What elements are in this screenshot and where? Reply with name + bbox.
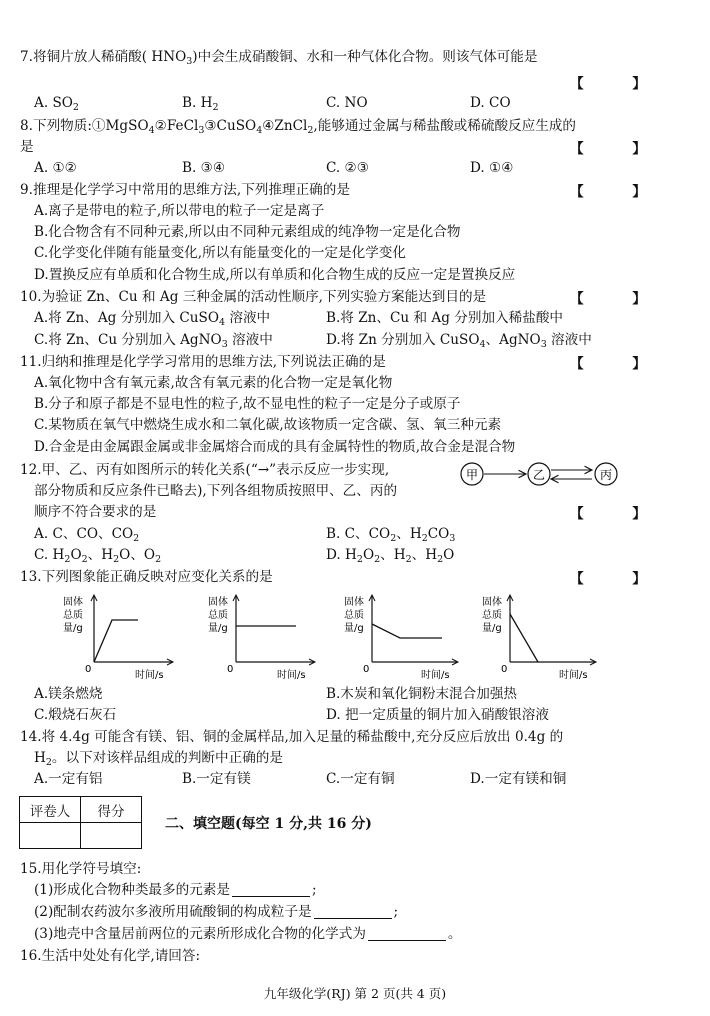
q15-blank-2[interactable] <box>314 904 392 919</box>
diagram-label-jia: 甲 <box>465 468 479 482</box>
q9-option-b: B.化合物含有不同种元素,所以由不同种元素组成的纯净物一定是化合物 <box>34 224 461 240</box>
graph-c-xlabel: 时间/s <box>421 670 450 681</box>
q13-answer-bracket: 【 】 <box>570 571 668 587</box>
q11-option-a: A.氧化物中含有氧元素,故含有氧元素的化合物一定是氧化物 <box>34 375 393 391</box>
graph-d-ylabel-2: 总质 <box>482 610 502 621</box>
reviewer-header: 评卷人 <box>20 797 81 823</box>
q15-part2: (2)配制农药波尔多液所用硫酸铜的构成粒子是 ; <box>34 904 399 920</box>
q13-option-a: A.镁条燃烧 <box>34 686 103 702</box>
q12-conversion-diagram <box>458 458 630 490</box>
q7-answer-bracket: 【 】 <box>570 76 668 92</box>
score-table <box>19 796 142 849</box>
graph-d-xlabel: 时间/s <box>559 670 588 681</box>
q14-stem-line1: 14.将 4.4g 可能含有镁、铝、铜的金属样品,加入足量的稀盐酸中,充分反应后放出 0.4g 的 <box>20 729 564 745</box>
q11-option-b: B.分子和原子都是不显电性的粒子,故不显电性的粒子一定是分子或原子 <box>34 396 461 412</box>
q9-option-c: C.化学变化伴随有能量变化,所以有能量变化的一定是化学变化 <box>34 245 406 261</box>
q14-option-d: D.一定有镁和铜 <box>470 771 567 787</box>
graph-c-origin: 0 <box>363 664 370 675</box>
graph-c-ylabel-2: 总质 <box>344 610 364 621</box>
q7-option-c: C. NO <box>326 95 368 111</box>
q9-option-d: D.置换反应有单质和化合物生成,所以有单质和化合物生成的反应一定是置换反应 <box>34 267 516 283</box>
section2-title: 二、填空题(每空 1 分,共 16 分) <box>165 816 372 832</box>
q15-stem: 15.用化学符号填空: <box>20 861 142 877</box>
q9-stem: 9.推理是化学学习中常用的思维方法,下列推理正确的是 <box>20 182 350 198</box>
q14-option-a: A.一定有铝 <box>34 771 103 787</box>
q13-option-c: C.煅烧石灰石 <box>34 707 117 723</box>
diagram-label-yi: 乙 <box>532 468 546 482</box>
q10-option-c: C.将 Zn、Cu 分别加入 AgNO$_3$ 溶液中 <box>34 332 273 350</box>
q12-stem-line3: 顺序不符合要求的是 <box>34 504 157 520</box>
graph-a-ylabel-1: 固体 <box>63 597 83 608</box>
q13-option-d: D. 把一定质量的铜片加入硝酸银溶液 <box>326 707 549 723</box>
q15-part1: (1)形成化合物种类最多的元素是 ; <box>34 882 317 898</box>
score-cell[interactable] <box>81 823 142 849</box>
q12-answer-bracket: 【 】 <box>570 506 668 522</box>
q7-stem: 7.将铜片放人稀硝酸( $HNO_3$)中会生成硝酸铜、水和一种气体化合物。则该气体可能是 <box>20 49 538 67</box>
q12-option-b: B. C、$CO_2$、$H_2CO_3$ <box>326 526 456 544</box>
q15-blank-3[interactable] <box>368 926 446 941</box>
q10-stem: 10.为验证 Zn、Cu 和 Ag 三种金属的活动性顺序,下列实验方案能达到目的是 <box>20 289 487 305</box>
q11-stem: 11.归纳和推理是化学学习常用的思维方法,下列说法正确的是 <box>20 354 386 370</box>
graph-a-curve <box>94 620 138 662</box>
q12-stem-line2: 部分物质和反应条件已略去),下列各组物质按照甲、乙、丙的 <box>34 483 398 499</box>
q16-stem: 16.生活中处处有化学,请回答: <box>20 948 201 964</box>
q8-option-b: B. ③④ <box>182 160 226 176</box>
q14-option-c: C.一定有铜 <box>326 771 395 787</box>
q8-option-c: C. ②③ <box>326 160 369 176</box>
diagram-label-bing: 丙 <box>599 468 613 482</box>
q13-graph-c <box>338 592 463 682</box>
graph-b-origin: 0 <box>227 664 234 675</box>
q10-option-a: A.将 Zn、Ag 分别加入 CuSO$_4$ 溶液中 <box>34 310 271 328</box>
q7-option-b: B. $H_2$ <box>182 95 219 113</box>
graph-c-ylabel-3: 量/g <box>344 623 364 634</box>
q7-option-d: D. CO <box>470 95 511 111</box>
q7-option-a: A. $SO_2$ <box>34 95 79 113</box>
q11-option-c: C.某物质在氧气中燃烧生成水和二氧化碳,故该物质一定含碳、氢、氧三种元素 <box>34 417 502 433</box>
q13-graph-a <box>60 592 178 682</box>
q15-part3: (3)地壳中含量居前两位的元素所形成化合物的化学式为 。 <box>34 926 462 942</box>
q14-option-b: B.一定有镁 <box>182 771 251 787</box>
q9-answer-bracket: 【 】 <box>570 184 668 200</box>
q12-option-a: A. C、CO、$CO_2$ <box>34 526 140 544</box>
q8-stem-line2: 是 <box>20 139 34 155</box>
q10-option-b: B.将 Zn、Cu 和 Ag 分别加入稀盐酸中 <box>326 310 564 326</box>
graph-d-origin: 0 <box>501 664 508 675</box>
graph-c-ylabel-1: 固体 <box>344 597 364 608</box>
q8-option-d: D. ①④ <box>470 160 514 176</box>
q13-stem: 13.下列图象能正确反映对应变化关系的是 <box>20 569 273 585</box>
reviewer-cell[interactable] <box>20 823 81 849</box>
q13-graph-b <box>202 592 320 682</box>
graph-b-ylabel-3: 量/g <box>208 623 228 634</box>
graph-a-xlabel: 时间/s <box>135 670 164 681</box>
q11-option-d: D.合金是由金属跟金属或非金属熔合而成的具有金属特性的物质,故合金是混合物 <box>34 439 516 455</box>
graph-b-xlabel: 时间/s <box>277 670 306 681</box>
q13-option-b: B.木炭和氧化铜粉末混合加强热 <box>326 686 518 702</box>
page-footer: 九年级化学(RJ) 第 2 页(共 4 页) <box>263 986 447 1001</box>
q8-stem: 8.下列物质:①MgSO$_4$②FeCl$_3$③CuSO$_4$④ZnCl$_2$,能够通过金属与稀盐酸或稀硫酸反应生成的 <box>20 118 577 136</box>
graph-c-curve <box>372 624 442 638</box>
graph-d-curve <box>510 614 538 662</box>
q13-graph-d <box>476 592 601 682</box>
q12-option-c: C. $H_2O_2$、$H_2O$、$O_2$ <box>34 547 162 565</box>
q11-answer-bracket: 【 】 <box>570 356 668 372</box>
q14-stem-line2: $H_2$。以下对该样品组成的判断中正确的是 <box>34 750 283 768</box>
q9-option-a: A.离子是带电的粒子,所以带电的粒子一定是离子 <box>34 203 325 219</box>
score-header: 得分 <box>81 797 142 823</box>
graph-a-origin: 0 <box>85 664 92 675</box>
graph-d-ylabel-3: 量/g <box>482 623 502 634</box>
graph-b-ylabel-2: 总质 <box>208 610 228 621</box>
graph-a-ylabel-2: 总质 <box>63 610 83 621</box>
q8-answer-bracket: 【 】 <box>570 141 668 157</box>
q8-option-a: A. ①② <box>34 160 77 176</box>
graph-b-ylabel-1: 固体 <box>208 597 228 608</box>
q15-blank-1[interactable] <box>232 882 310 897</box>
q10-answer-bracket: 【 】 <box>570 291 668 307</box>
graph-a-ylabel-3: 量/g <box>63 623 83 634</box>
q12-stem-line1: 12.甲、乙、丙有如图所示的转化关系(“→”表示反应一步实现, <box>20 462 390 478</box>
q10-option-d: D.将 Zn 分别加入 CuSO$_4$、AgNO$_3$ 溶液中 <box>326 332 592 350</box>
graph-d-ylabel-1: 固体 <box>482 597 502 608</box>
q12-option-d: D. $H_2O_2$、$H_2$、$H_2O$ <box>326 547 455 565</box>
